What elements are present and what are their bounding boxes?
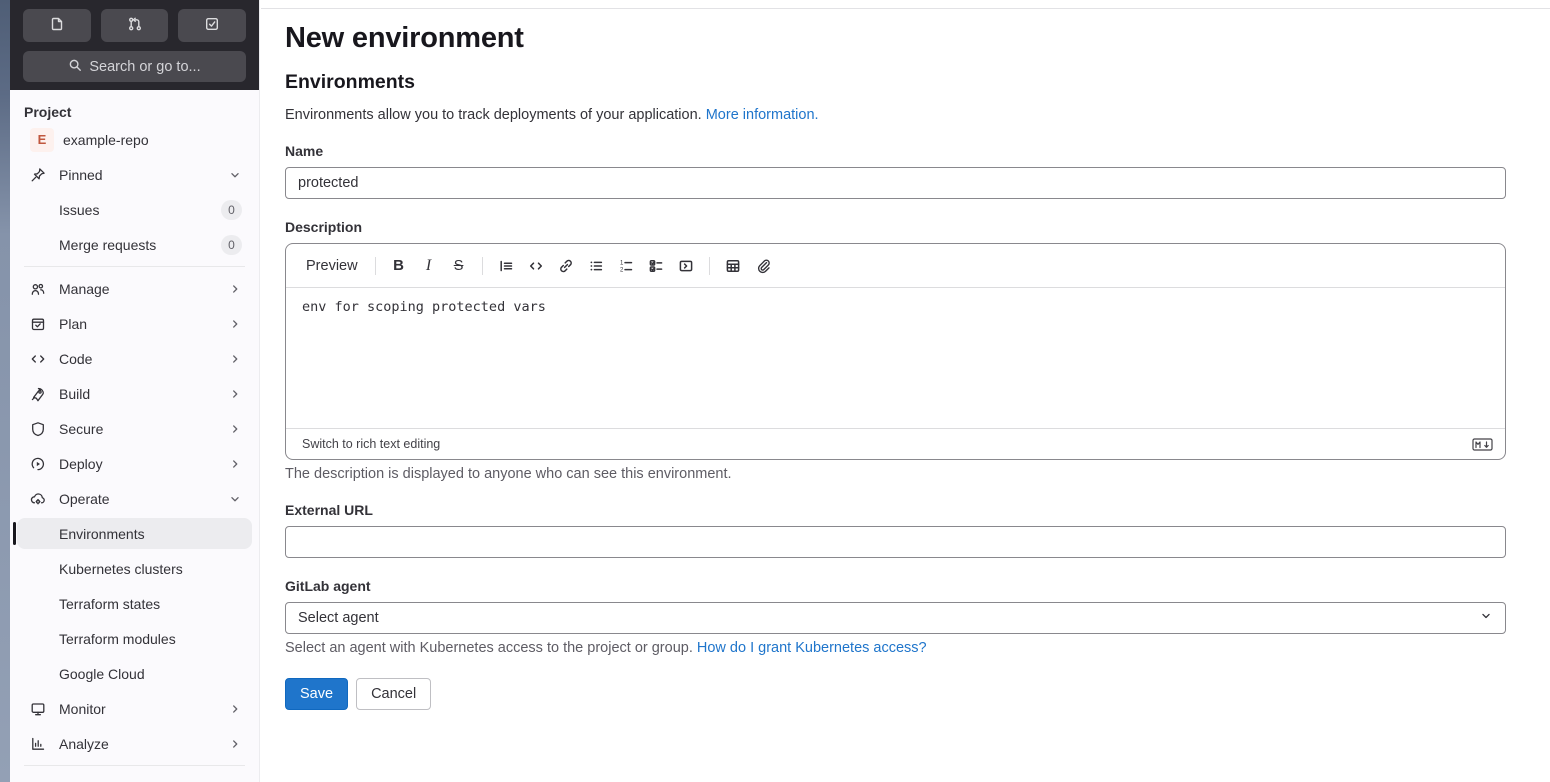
numbered-list-button[interactable] bbox=[612, 252, 640, 280]
external-url-input[interactable] bbox=[285, 526, 1506, 558]
merge-requests-count-badge: 0 bbox=[221, 235, 242, 255]
sidebar-item-operate[interactable] bbox=[17, 483, 252, 514]
toolbar-divider bbox=[482, 257, 483, 275]
strikethrough-button[interactable]: S bbox=[445, 252, 473, 280]
sidebar-divider bbox=[24, 266, 245, 267]
sidebar-item-label: Secure bbox=[59, 420, 104, 437]
chevron-right-icon bbox=[228, 352, 242, 366]
sidebar-item-manage[interactable] bbox=[17, 273, 252, 304]
chart-icon bbox=[30, 736, 46, 752]
search-input[interactable] bbox=[23, 51, 246, 82]
window-edge-strip bbox=[0, 0, 10, 782]
sidebar-item-monitor[interactable] bbox=[17, 693, 252, 724]
svg-text:1: 1 bbox=[619, 259, 623, 266]
sidebar-item-label: Environments bbox=[59, 525, 145, 542]
sidebar-item-build[interactable] bbox=[17, 378, 252, 409]
description-help-text: The description is displayed to anyone who can see this environment. bbox=[285, 466, 732, 482]
sidebar-item-code[interactable] bbox=[17, 343, 252, 374]
sidebar-item-label: Merge requests bbox=[59, 236, 157, 253]
description-label: Description bbox=[285, 219, 363, 235]
sidebar-item-project[interactable] bbox=[17, 124, 252, 155]
markdown-toolbar bbox=[286, 244, 1505, 288]
chevron-right-icon bbox=[228, 282, 242, 296]
cancel-button[interactable]: Cancel bbox=[356, 678, 431, 710]
more-information-link[interactable]: More information. bbox=[705, 107, 819, 123]
chevron-right-icon bbox=[228, 457, 242, 471]
gitlab-agent-label: GitLab agent bbox=[285, 578, 371, 594]
sidebar-divider bbox=[24, 765, 245, 766]
section-title: Environments bbox=[285, 71, 416, 93]
calendar-icon bbox=[30, 316, 46, 332]
project-avatar: E bbox=[30, 128, 54, 152]
toolbar-divider bbox=[375, 257, 376, 275]
project-name: example-repo bbox=[63, 131, 149, 148]
details-block-button[interactable] bbox=[672, 252, 700, 280]
sidebar-item-analyze[interactable] bbox=[17, 728, 252, 759]
sidebar-item-label: Plan bbox=[59, 315, 88, 332]
switch-rich-text-button[interactable]: Switch to rich text editing bbox=[302, 437, 441, 451]
italic-button[interactable]: I bbox=[415, 252, 443, 280]
sidebar-item-label: Google Cloud bbox=[59, 665, 145, 682]
sidebar-item-kubernetes-clusters[interactable] bbox=[17, 553, 252, 584]
users-icon bbox=[30, 281, 46, 297]
search-icon bbox=[68, 58, 82, 76]
sidebar-item-label: Build bbox=[59, 385, 91, 402]
preview-button[interactable]: Preview bbox=[298, 252, 366, 280]
sidebar-item-label: Operate bbox=[59, 490, 110, 507]
sidebar-item-label: Terraform states bbox=[59, 595, 161, 612]
sidebar-item-terraform-states[interactable] bbox=[17, 588, 252, 619]
chevron-right-icon bbox=[228, 422, 242, 436]
sidebar-item-label: Monitor bbox=[59, 700, 106, 717]
agent-select[interactable] bbox=[285, 602, 1506, 634]
chevron-right-icon bbox=[228, 387, 242, 401]
quote-button[interactable] bbox=[492, 252, 520, 280]
link-button[interactable] bbox=[552, 252, 580, 280]
shield-icon bbox=[30, 421, 46, 437]
chevron-down-icon bbox=[1479, 609, 1493, 627]
external-url-label: External URL bbox=[285, 502, 373, 518]
cloud-gear-icon bbox=[30, 491, 46, 507]
sidebar-item-google-cloud[interactable] bbox=[17, 658, 252, 689]
chevron-right-icon bbox=[228, 737, 242, 751]
kubernetes-access-link[interactable]: How do I grant Kubernetes access? bbox=[696, 640, 927, 656]
agent-select-value: Select agent bbox=[298, 610, 379, 626]
sidebar-item-label: Code bbox=[59, 350, 93, 367]
name-input[interactable] bbox=[285, 167, 1506, 199]
name-label: Name bbox=[285, 143, 324, 159]
save-button[interactable]: Save bbox=[285, 678, 348, 710]
description-editor-footer bbox=[286, 428, 1505, 459]
sidebar-item-label: Pinned bbox=[59, 166, 103, 183]
sidebar-item-label: Terraform modules bbox=[59, 630, 176, 647]
code-button[interactable] bbox=[522, 252, 550, 280]
chevron-down-icon bbox=[228, 492, 242, 506]
search-label: Search or go to... bbox=[89, 58, 201, 75]
issues-icon bbox=[49, 16, 65, 35]
intro-text: Environments allow you to track deployments of your application. bbox=[285, 107, 702, 123]
monitor-icon bbox=[30, 701, 46, 717]
main-content bbox=[261, 0, 1550, 782]
issues-count-badge: 0 bbox=[221, 200, 242, 220]
table-button[interactable] bbox=[719, 252, 747, 280]
deploy-icon bbox=[30, 456, 46, 472]
bold-button[interactable]: B bbox=[385, 252, 413, 280]
chevron-right-icon bbox=[228, 702, 242, 716]
sidebar-item-label: Issues bbox=[59, 201, 100, 218]
attach-file-button[interactable] bbox=[749, 252, 777, 280]
toolbar-divider bbox=[709, 257, 710, 275]
todo-shortcut-button[interactable] bbox=[178, 9, 246, 42]
sidebar-item-label: Manage bbox=[59, 280, 110, 297]
sidebar-item-issues[interactable] bbox=[17, 194, 252, 225]
issues-shortcut-button[interactable] bbox=[23, 9, 91, 42]
task-list-button[interactable] bbox=[642, 252, 670, 280]
sidebar bbox=[10, 0, 260, 782]
todo-list-icon bbox=[204, 16, 220, 35]
sidebar-item-pinned[interactable] bbox=[17, 159, 252, 190]
bullet-list-button[interactable] bbox=[582, 252, 610, 280]
description-editor bbox=[285, 243, 1506, 460]
sidebar-item-label: Deploy bbox=[59, 455, 103, 472]
sidebar-item-merge-requests[interactable] bbox=[17, 229, 252, 260]
header-divider bbox=[261, 8, 1550, 9]
page-title: New environment bbox=[285, 22, 524, 54]
sidebar-header bbox=[10, 0, 259, 90]
merge-requests-shortcut-button[interactable] bbox=[101, 9, 169, 42]
description-editor-body bbox=[286, 288, 1505, 428]
description-textarea[interactable] bbox=[286, 288, 1505, 428]
agent-help-text: Select an agent with Kubernetes access to the project or group. bbox=[285, 640, 693, 656]
chevron-down-icon bbox=[228, 168, 242, 182]
code-icon bbox=[30, 351, 46, 367]
sidebar-section-project: Project bbox=[24, 104, 72, 120]
sidebar-item-deploy[interactable] bbox=[17, 448, 252, 479]
sidebar-item-plan[interactable] bbox=[17, 308, 252, 339]
chevron-right-icon bbox=[228, 317, 242, 331]
sidebar-item-label: Kubernetes clusters bbox=[59, 560, 183, 577]
svg-text:2: 2 bbox=[619, 266, 623, 273]
sidebar-item-label: Analyze bbox=[59, 735, 109, 752]
markdown-icon bbox=[1472, 438, 1493, 451]
sidebar-item-terraform-modules[interactable] bbox=[17, 623, 252, 654]
sidebar-item-secure[interactable] bbox=[17, 413, 252, 444]
rocket-icon bbox=[30, 386, 46, 402]
sidebar-item-environments[interactable] bbox=[17, 518, 252, 549]
pin-icon bbox=[30, 167, 46, 183]
merge-request-icon bbox=[127, 16, 143, 35]
